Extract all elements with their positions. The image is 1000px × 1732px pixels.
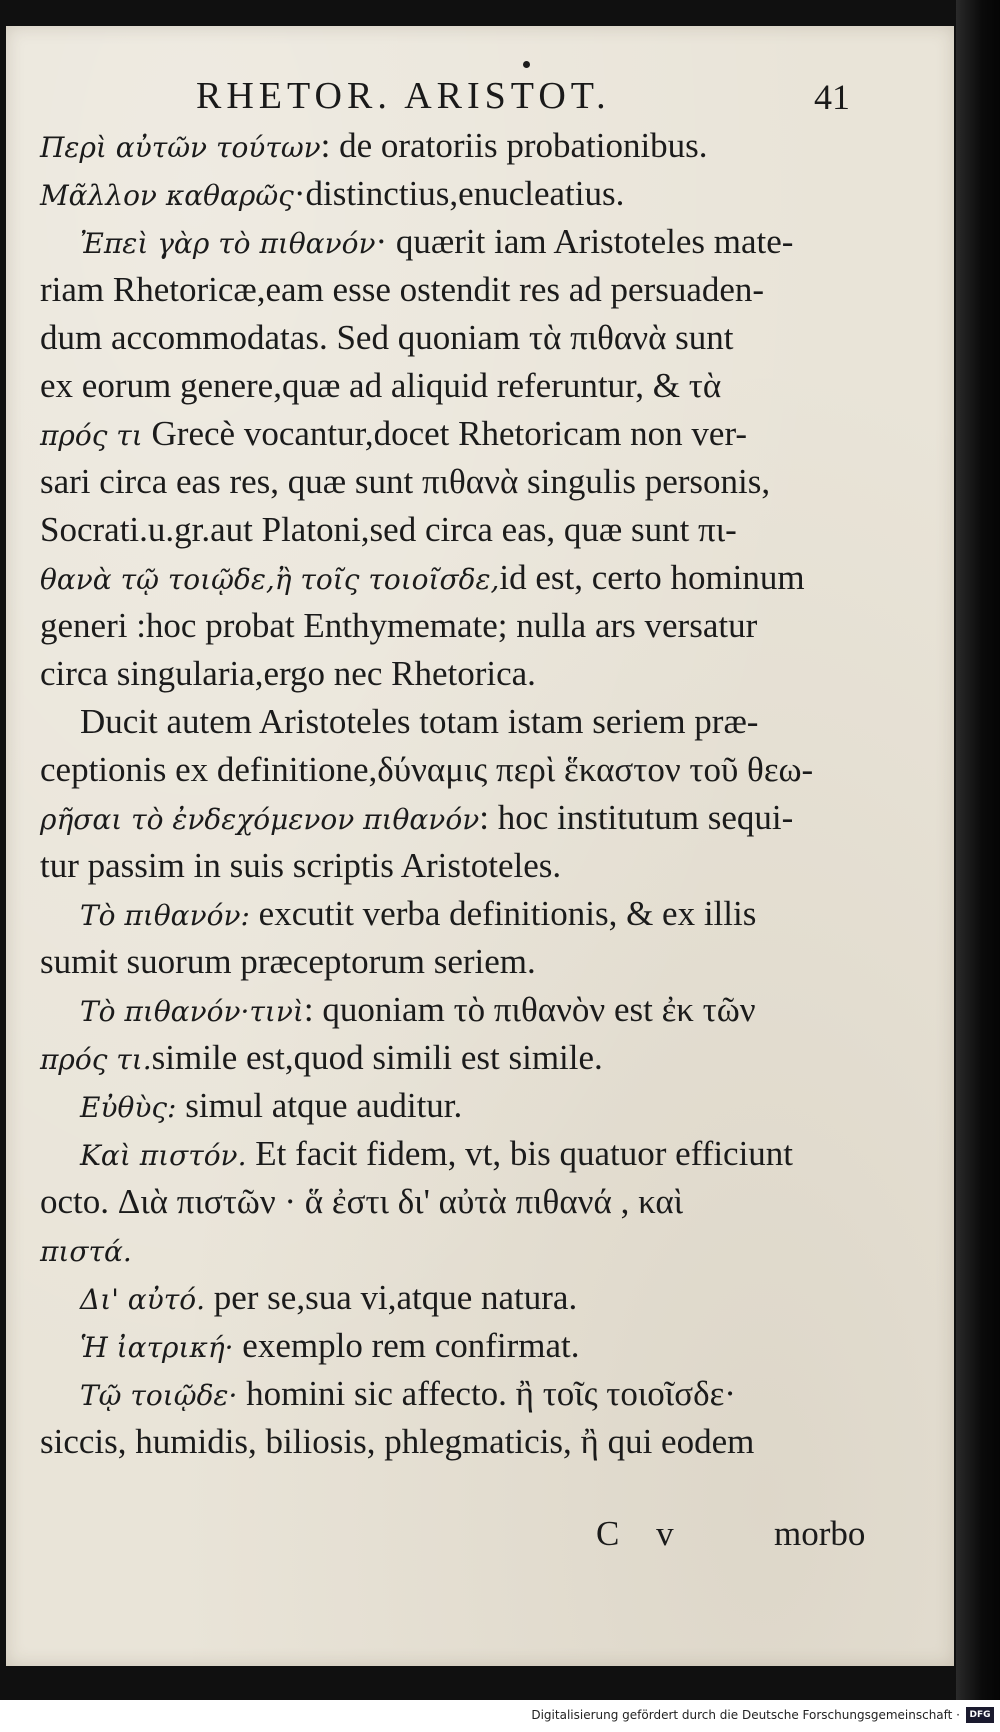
greek-phrase: Τὸ πιθανόν·τινὶ [80, 995, 304, 1028]
text-line [80, 1278, 577, 1320]
text-line [40, 654, 536, 694]
text-line [40, 1230, 132, 1272]
text-line [80, 990, 756, 1032]
text-line [80, 1326, 580, 1368]
latin-text: ex eorum genere,quæ ad aliquid referuntur, & τὰ [40, 366, 722, 405]
text-line [40, 462, 770, 502]
latin-text: Ducit autem Aristoteles totam istam seriem præ- [80, 702, 759, 741]
latin-text: generi :hoc probat Enthymemate; nulla ars versatur [40, 606, 758, 645]
latin-text: · quærit iam Aristoteles mate- [375, 222, 794, 261]
text-line [40, 1182, 683, 1222]
signature-mark: C v [596, 1514, 688, 1553]
greek-phrase: πρός τι [40, 419, 143, 452]
latin-text: Socrati.u.gr.aut Platoni,sed circa eas, quæ sunt πι- [40, 510, 737, 549]
text-line [40, 174, 624, 216]
greek-phrase: Δι' αὐτό. [80, 1283, 205, 1316]
latin-text: dum accommodatas. Sed quoniam τὰ πιθανὰ sunt [40, 318, 734, 357]
latin-text: ceptionis ex definitione,δύναμις περὶ ἕκαστον τοῦ θεω- [40, 750, 814, 789]
latin-text: riam Rhetoricæ,eam esse ostendit res ad persuaden- [40, 270, 765, 309]
text-line [40, 798, 793, 840]
catchword: morbo [774, 1514, 866, 1553]
latin-text: : quoniam τὸ πιθανὸν est ἐκ τῶν [303, 990, 756, 1029]
printer-mark-dot [523, 61, 530, 68]
dfg-logo: DFG [966, 1707, 994, 1723]
text-line [80, 1086, 462, 1128]
greek-phrase: Μᾶλλον καθαρῶς [40, 179, 294, 212]
latin-text: Grecè vocantur,docet Rhetoricam non ver- [142, 414, 748, 453]
latin-text: siccis, humidis, biliosis, phlegmaticis, ἢ qui eodem [40, 1422, 755, 1461]
latin-text: excutit verba definitionis, & ex illis [249, 894, 757, 933]
text-line [40, 270, 764, 310]
latin-text: circa singularia,ergo nec Rhetorica. [40, 654, 536, 693]
running-head: RHETOR. ARISTOT. [196, 75, 611, 117]
latin-text: octo. Διὰ πιστῶν · ἅ ἐστι δι' αὐτὰ πιθανά , καὶ [40, 1182, 684, 1221]
greek-phrase: Καὶ πιστόν. [80, 1139, 247, 1172]
greek-phrase: ρῆσαι τὸ ἐνδεχόμενον πιθανόν [40, 803, 480, 836]
text-line [80, 702, 758, 742]
latin-text: tur passim in suis scriptis Aristoteles. [40, 846, 562, 885]
latin-text: simile est,quod simili est simile. [151, 1038, 603, 1077]
book-spine-edge [956, 0, 1000, 1732]
text-line [40, 1038, 603, 1080]
text-line [40, 750, 813, 790]
greek-phrase: Ἐπεὶ γὰρ τὸ πιθανόν [80, 227, 376, 260]
text-line [40, 942, 536, 982]
text-line [40, 414, 747, 456]
text-line [40, 366, 721, 406]
latin-text: homini sic affecto. ἢ τοῖς τοιοῖσδε· [237, 1374, 736, 1413]
text-line [80, 1134, 793, 1176]
text-line [80, 1374, 736, 1416]
text-line [40, 606, 757, 646]
text-line [40, 1422, 754, 1462]
greek-phrase: πιστά. [40, 1235, 132, 1268]
greek-phrase: Τῷ τοιῷδε· [80, 1379, 238, 1412]
text-line [40, 510, 737, 550]
latin-text: : hoc institutum sequi- [479, 798, 794, 837]
greek-phrase: πρός τι. [40, 1043, 152, 1076]
text-line [80, 222, 793, 264]
text-line [40, 126, 708, 168]
latin-text: id est, certo hominum [499, 558, 805, 597]
funding-credit: Digitalisierung gefördert durch die Deutsche Forschungsgemeinschaft · [531, 1708, 960, 1722]
greek-phrase: θανὰ τῷ τοιῷδε,ἢ τοῖς τοιοῖσδε, [40, 563, 500, 596]
latin-text: per se,sua vi,atque natura. [204, 1278, 578, 1317]
text-line [40, 558, 805, 600]
greek-phrase: Περὶ αὐτῶν τούτων [40, 131, 321, 164]
greek-phrase: Εὐθὺς: [80, 1091, 177, 1124]
latin-text: : de oratoriis probationibus. [320, 126, 708, 165]
latin-text: ·distinctius,enucleatius. [293, 174, 625, 213]
latin-text: sari circa eas res, quæ sunt πιθανὰ singulis personis, [40, 462, 771, 501]
latin-text: simul atque auditur. [176, 1086, 463, 1125]
latin-text: Et facit fidem, vt, bis quatuor efficiunt [246, 1134, 794, 1173]
greek-phrase: Τὸ πιθανόν: [80, 899, 250, 932]
book-page [6, 26, 954, 1666]
latin-text: exemplo rem confirmat. [233, 1326, 580, 1365]
latin-text: sumit suorum præceptorum seriem. [40, 942, 536, 981]
text-line [40, 318, 734, 358]
page-number: 41 [814, 77, 850, 117]
text-line [40, 846, 561, 886]
greek-phrase: Ἡ ἰατρική· [80, 1331, 234, 1364]
text-line [80, 894, 756, 936]
